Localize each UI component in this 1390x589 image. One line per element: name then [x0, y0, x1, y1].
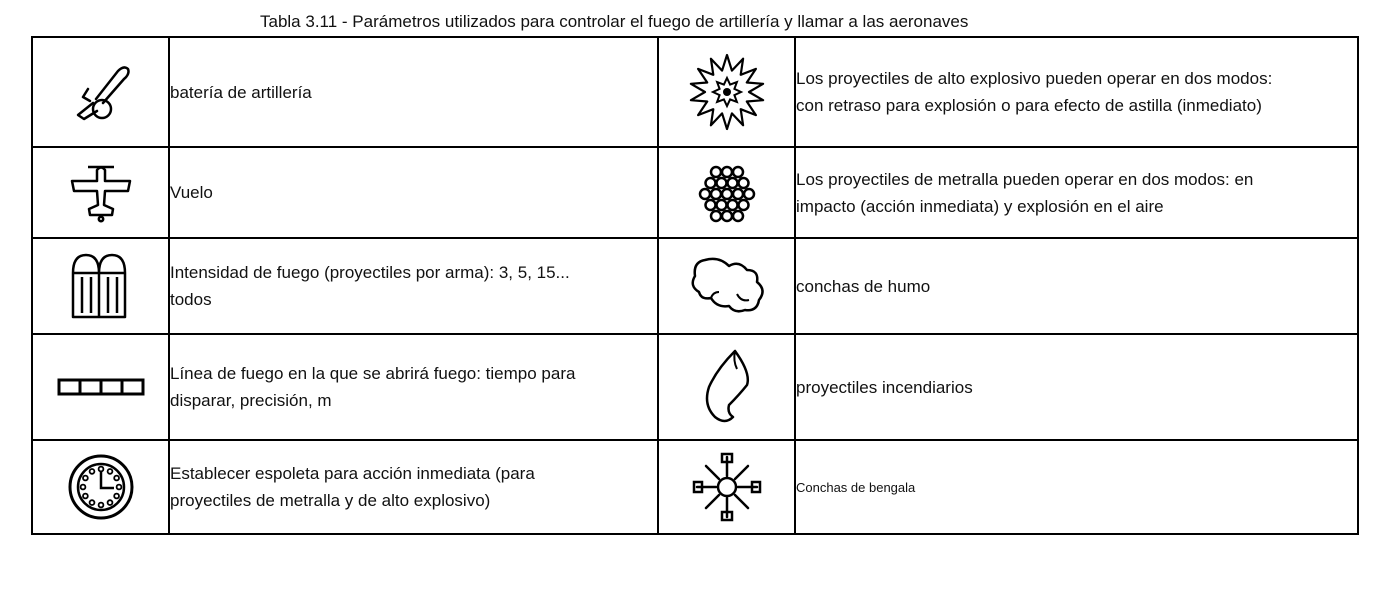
smoke-cloud-icon — [687, 254, 767, 318]
description-cell — [169, 238, 658, 334]
symbol-description: Vuelo — [170, 183, 213, 202]
symbol-description: Los proyectiles de metralla pueden operar en dos modos: en impacto (acción inmediata) y explosión en el aire — [796, 169, 1254, 216]
symbol-description: Conchas de bengala — [796, 479, 916, 495]
symbol-description: batería de artillería — [170, 82, 312, 102]
ammunition-rounds-icon — [68, 251, 134, 321]
symbol-cell — [32, 37, 169, 147]
fuse-dial-icon — [66, 452, 136, 522]
symbol-cell — [658, 334, 795, 440]
symbol-cell — [32, 238, 169, 334]
description-cell — [795, 37, 1358, 147]
airplane-icon — [66, 161, 136, 225]
artillery-cannon-icon — [66, 57, 136, 127]
symbol-description: conchas de humo — [796, 276, 931, 296]
symbol-cell — [32, 334, 169, 440]
flame-icon — [699, 347, 755, 427]
description-cell — [795, 334, 1358, 440]
high-explosive-burst-icon — [687, 52, 767, 132]
symbols-table — [31, 36, 1359, 535]
table-row — [32, 440, 1358, 534]
description-cell — [169, 37, 658, 147]
description-cell — [795, 238, 1358, 334]
symbol-description: Establecer espoleta para acción inmediata (para proyectiles de metralla y de alto explosivo) — [170, 464, 535, 510]
description-cell — [169, 440, 658, 534]
table-row — [32, 147, 1358, 238]
symbol-cell — [32, 147, 169, 238]
table-row — [32, 238, 1358, 334]
table-row — [32, 37, 1358, 147]
symbol-cell — [658, 37, 795, 147]
fire-line-icon — [56, 375, 146, 399]
shrapnel-cluster-icon — [697, 160, 757, 226]
description-cell — [795, 440, 1358, 534]
symbol-description: Intensidad de fuego (proyectiles por arma): 3, 5, 15... todos — [170, 263, 570, 309]
description-cell — [169, 147, 658, 238]
table-row — [32, 334, 1358, 440]
table-caption: Tabla 3.11 - Parámetros utilizados para controlar el fuego de artillería y llamar a las aeronaves — [260, 12, 969, 31]
symbol-cell — [658, 440, 795, 534]
symbol-cell — [32, 440, 169, 534]
symbol-description: Línea de fuego en la que se abrirá fuego: tiempo para disparar, precisión, m — [170, 364, 576, 410]
symbol-description: proyectiles incendiarios — [796, 377, 973, 397]
flare-star-icon — [692, 452, 762, 522]
symbol-cell — [658, 238, 795, 334]
description-cell — [169, 334, 658, 440]
description-cell — [795, 147, 1358, 238]
symbol-description: Los proyectiles de alto explosivo pueden operar en dos modos: con retraso para explosión o para efecto de astilla (inmediato) — [796, 69, 1273, 115]
symbol-cell — [658, 147, 795, 238]
